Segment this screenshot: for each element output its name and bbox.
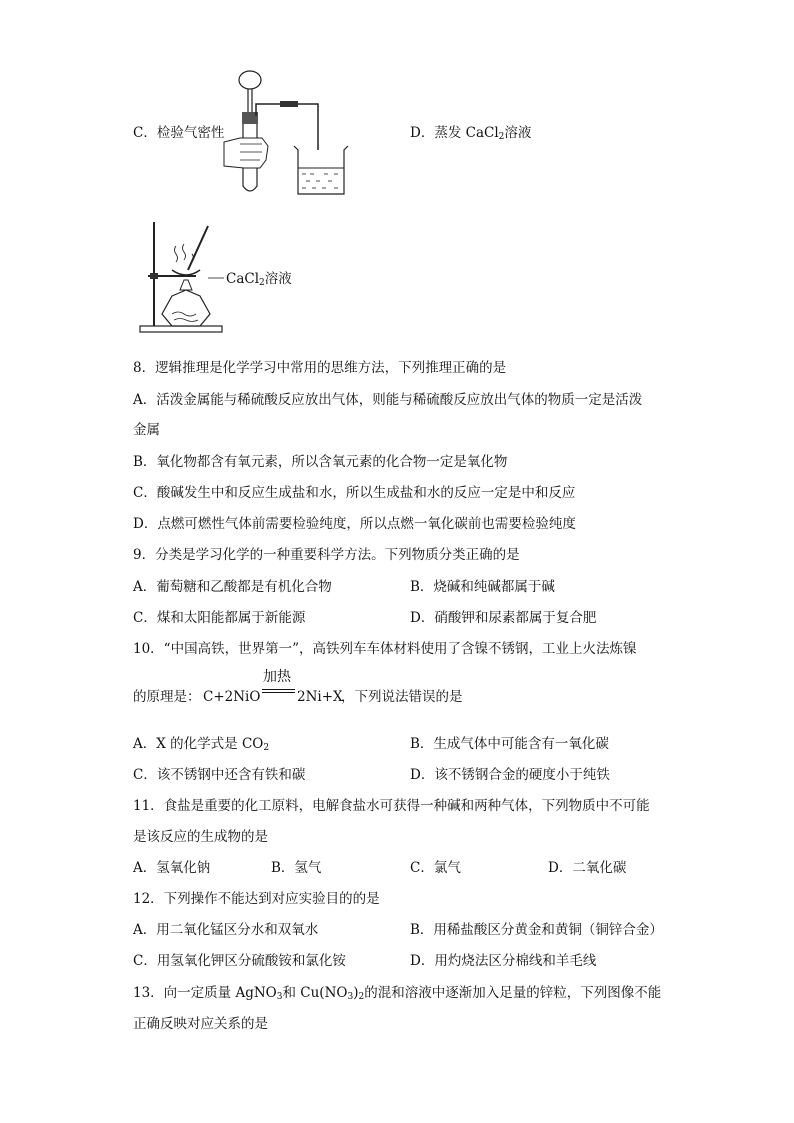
question-8-stem: 8．逻辑推理是化学学习中常用的思维方法，下列推理正确的是 bbox=[133, 360, 507, 376]
question-10-stem: 10．“中国高铁，世界第一”，高铁列车车体材料使用了含镍不锈钢，工业上火法炼镍 bbox=[133, 641, 637, 657]
q10-lhs: C+2NiO bbox=[203, 689, 261, 705]
q9-option-d: D．硝酸钾和尿素都属于复合肥 bbox=[410, 610, 597, 626]
question-13-stem-line1: 13．向一定质量 AgNO$_3$和 $Cu(NO_3)_2$的混和溶液中逐渐加入足量的锌粒，下列图像不能 bbox=[133, 985, 662, 1002]
q10-option-c: C．该不锈钢中还含有铁和碳 bbox=[133, 767, 306, 783]
question-11-stem-line2: 是该反应的生成物的是 bbox=[133, 829, 268, 845]
q12-option-b: B．用稀盐酸区分黄金和黄铜（铜锌合金） bbox=[410, 922, 663, 938]
q8-option-c: C．酸碱发生中和反应生成盐和水，所以生成盐和水的反应一定是中和反应 bbox=[133, 485, 576, 501]
q8-option-a-line2: 金属 bbox=[133, 422, 160, 438]
q11-option-d: D．二氧化碳 bbox=[548, 860, 627, 876]
option-d-label: D．蒸发 CaCl$_2$溶液 bbox=[410, 125, 532, 142]
q8-option-d: D．点燃可燃性气体前需要检验纯度，所以点燃一氧化碳前也需要检验纯度 bbox=[133, 516, 576, 532]
q8-option-a-line1: A．活泼金属能与稀硫酸反应放出气体，则能与稀硫酸反应放出气体的物质一定是活泼 bbox=[133, 392, 643, 408]
q12-option-a: A．用二氧化锰区分水和双氧水 bbox=[133, 922, 319, 938]
question-13-stem-line2: 正确反映对应关系的是 bbox=[133, 1016, 268, 1032]
evaporation-apparatus-figure bbox=[138, 218, 228, 336]
q9-option-b: B．烧碱和纯碱都属于碱 bbox=[410, 579, 555, 595]
q12-option-d: D．用灼烧法区分棉线和羊毛线 bbox=[410, 953, 597, 969]
question-11-stem-line1: 11．食盐是重要的化工原料，电解食盐水可获得一种碱和两种气体，下列物质中不可能 bbox=[133, 798, 650, 814]
airtightness-apparatus-figure bbox=[222, 64, 352, 198]
option-c-label: C．检验气密性 bbox=[133, 125, 225, 141]
q8-option-b: B．氧化物都含有氧元素，所以含氧元素的化合物一定是氧化物 bbox=[133, 454, 508, 470]
q9-option-c: C．煤和太阳能都属于新能源 bbox=[133, 610, 306, 626]
q10-arrow-bottom bbox=[262, 692, 295, 693]
q10-option-d: D．该不锈钢合金的硬度小于纯铁 bbox=[410, 767, 610, 783]
q9-option-a: A．葡萄糖和乙酸都是有机化合物 bbox=[133, 579, 332, 595]
q11-option-c: C．氯气 bbox=[410, 860, 461, 876]
q12-option-c: C．用氢氧化钾区分硫酸铵和氯化铵 bbox=[133, 953, 346, 969]
evaporation-solution-label: CaCl$_2$溶液 bbox=[226, 271, 292, 288]
q10-tail: ，下列说法错误的是 bbox=[341, 689, 463, 705]
q10-principle-lead: 的原理是： bbox=[133, 689, 201, 705]
question-12-stem: 12．下列操作不能达到对应实验目的的是 bbox=[133, 891, 380, 907]
q10-arrow-top bbox=[262, 689, 295, 690]
q10-condition: 加热 bbox=[263, 669, 291, 685]
q10-rhs: 2Ni+X bbox=[297, 689, 343, 705]
q10-option-b: B．生成气体中可能含有一氧化碳 bbox=[410, 736, 609, 752]
q11-option-a: A．氢氧化钠 bbox=[133, 860, 211, 876]
q11-option-b: B．氢气 bbox=[271, 860, 322, 876]
question-9-stem: 9．分类是学习化学的一种重要科学方法。下列物质分类正确的是 bbox=[133, 547, 520, 563]
q10-option-a: A．X 的化学式是 $CO_2$ bbox=[133, 736, 270, 753]
